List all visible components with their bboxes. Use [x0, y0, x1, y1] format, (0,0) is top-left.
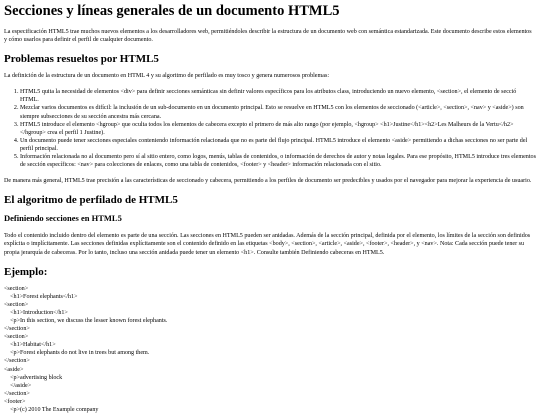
code-line: </section>	[4, 390, 30, 397]
code-line: <p>(c) 2010 The Example company	[4, 407, 99, 413]
code-line: <h1>Forest elephants</h1>	[4, 293, 78, 300]
code-line: <p>Forest elephants do not live in trees but among them.	[4, 350, 150, 357]
code-line: <aside>	[4, 366, 24, 373]
algorithm-body: Todo el contenido incluido dentro del elemento es parte de una sección. Las secciones en HTML5 pueden ser anidadas. Además de la sección principal, definida por el elemento, los límites de la sección son definidos explícita o implícitamente. Las secciones definidas explícitamente son el contenido definido en las etiquetas <body>, <section>, <article>, <aside>, <footer>, <header>, y <nav>. Nota: Cada sección puede tener su propia jerarquía de cabeceras. Por lo tanto, incluso una sección anidada puede tener un elemento <h1>. Consulte también Definiendo cabeceras en HTML5.	[4, 233, 531, 256]
code-line: <h1>Habitat</h1>	[4, 342, 56, 349]
problems-list-item: 2. Mezclar varios documentos es difícil: la inclusión de un sub-documento en un documento principal. Esto se resuelve en HTML5 con los elementos de seccionado (<article>, <section>, <nav> y <aside>) son siempre subsecciones de su sección ancestra más cercana.	[20, 104, 536, 120]
problems-lead: La definición de la estructura de un documento en HTML 4 y su algoritmo de perfilado es muy tosco y genera numerosos problemas:	[4, 73, 330, 80]
code-line: <footer>	[4, 398, 26, 405]
code-line: <h1>Introduction</h1>	[4, 309, 68, 316]
problems-heading: Problemas resueltos por HTML5	[4, 53, 159, 66]
problems-summary: De manera más general, HTML5 trae precisión a las características de seccionado y cabecera, permitiendo a los perfiles de documento ser predecibles y usados por el navegador para mejorar la experiencia de usuario.	[4, 178, 532, 185]
problems-list-item: 5. Información relacionada no al documento pero sí al sitio entero, como logos, menús, tablas de contenidos, o información de derechos de autor y notas legales. Para ese propósito, HTML5 introduce tres elementos de sección específicos: <nav> para colecciones de enlaces, como una tabla de contenidos, <footer> y <header> información relacionada con el sitio.	[20, 153, 536, 169]
example-code-block	[4, 285, 536, 414]
page-title: Secciones y líneas generales de un documento HTML5	[4, 3, 340, 19]
code-line: <section>	[4, 285, 29, 292]
problems-list	[4, 88, 536, 169]
algorithm-heading: El algoritmo de perfilado de HTML5	[4, 194, 178, 207]
algorithm-subheading: Definiendo secciones en HTML5	[4, 213, 122, 224]
code-line: <p>In this section, we discuss the lesser known forest elephants.	[4, 317, 168, 324]
problems-list-item: 3. HTML5 introduce el elemento <hgroup> que oculta todos los elementos de cabecera excepto el primero de más alto rango (por ejemplo, <hgroup> <h1>Justine</h1><h2>Les Malheurs de la Vertu</h2> </hgroup> crea el perfil 1 Justine).	[20, 121, 536, 137]
problems-list-item: 4. Un documento puede tener secciones especiales conteniendo información relacionada que no es parte del flujo principal. HTML5 introduce el elemento <aside> permitiendo a dichas secciones no ser parte del perfil principal.	[20, 137, 536, 153]
intro-paragraph: La especificación HTML5 trae muchos nuevos elementos a los desarrolladores web, permitiéndoles describir la estructura de un documento web con semántica estandarizada. Este documento describe estos elementos y cómo usarlos para definir el perfil de cualquier documento.	[4, 29, 532, 44]
code-line: <section>	[4, 301, 29, 308]
problems-list-item: 1. HTML5 quita la necesidad de elementos <div> para definir secciones semánticas sin definir valores específicos para los atributos class, introduciendo un nuevo elemento, <section>, el elemento de secció HTML.	[20, 88, 536, 104]
code-line: </aside>	[4, 382, 32, 389]
code-line: <section>	[4, 334, 29, 341]
code-line: </section>	[4, 358, 30, 365]
code-line: </section>	[4, 326, 30, 333]
code-line: <p>advertising block	[4, 374, 63, 381]
example-heading: Ejemplo:	[4, 265, 48, 278]
